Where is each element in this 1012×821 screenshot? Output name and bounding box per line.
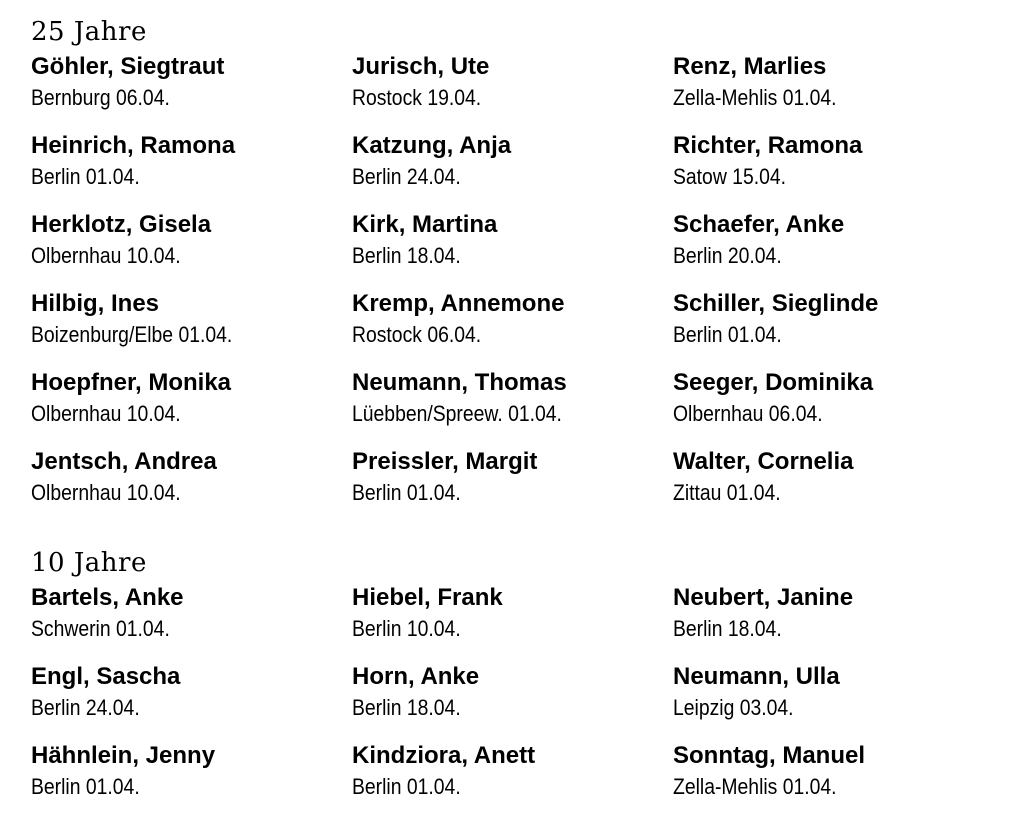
- list-item: [352, 368, 673, 447]
- person-name: Sonntag, Manuel: [673, 742, 865, 769]
- person-name: Hoepfner, Monika: [31, 369, 232, 396]
- person-name: Herklotz, Gisela: [31, 211, 212, 238]
- list-item: [673, 131, 991, 210]
- place-date: Rostock 19.04.: [352, 85, 482, 110]
- person-name: Renz, Marlies: [673, 53, 827, 80]
- place-date: Olbernhau 10.04.: [31, 480, 181, 505]
- place-date: Zella-Mehlis 01.04.: [673, 774, 837, 799]
- list-item: [31, 741, 352, 820]
- list-item: [673, 210, 991, 289]
- place-date: Olbernhau 06.04.: [673, 401, 823, 426]
- person-name: Kirk, Martina: [352, 211, 498, 238]
- list-item: [31, 662, 352, 741]
- place-date: Berlin 18.04.: [673, 616, 782, 641]
- list-item: [352, 583, 673, 662]
- list-item: [31, 131, 352, 210]
- person-name: Richter, Ramona: [673, 132, 863, 159]
- person-name: Preissler, Margit: [352, 448, 538, 475]
- list-item: [673, 662, 991, 741]
- place-date: Berlin 24.04.: [31, 695, 140, 720]
- person-name: Neubert, Janine: [673, 584, 854, 611]
- place-date: Bernburg 06.04.: [31, 85, 170, 110]
- person-name: Schaefer, Anke: [673, 211, 845, 238]
- person-name: Bartels, Anke: [31, 584, 184, 611]
- place-date: Berlin 01.04.: [31, 774, 140, 799]
- place-date: Rostock 06.04.: [352, 322, 482, 347]
- person-name: Jurisch, Ute: [352, 53, 490, 80]
- list-item: [352, 741, 673, 820]
- list-item: [352, 52, 673, 131]
- person-name: Hähnlein, Jenny: [31, 742, 216, 769]
- place-date: Berlin 01.04.: [673, 322, 782, 347]
- list-item: [673, 52, 991, 131]
- place-date: Berlin 20.04.: [673, 243, 782, 268]
- person-name: Kindziora, Anett: [352, 742, 536, 769]
- list-item: [31, 368, 352, 447]
- place-date: Berlin 24.04.: [352, 164, 461, 189]
- anniversary-list: [31, 12, 991, 820]
- place-date: Berlin 01.04.: [352, 774, 461, 799]
- place-date: Schwerin 01.04.: [31, 616, 170, 641]
- place-date: Olbernhau 10.04.: [31, 401, 181, 426]
- list-item: [352, 210, 673, 289]
- person-name: Walter, Cornelia: [673, 448, 854, 475]
- place-date: Lüebben/Spreew. 01.04.: [352, 401, 562, 426]
- list-item: [673, 368, 991, 447]
- list-item: [352, 662, 673, 741]
- place-date: Berlin 01.04.: [352, 480, 461, 505]
- place-date: Zella-Mehlis 01.04.: [673, 85, 837, 110]
- place-date: Olbernhau 10.04.: [31, 243, 181, 268]
- section-title: 10 Jahre: [31, 548, 147, 578]
- section-10-jahre: [31, 543, 991, 820]
- person-name: Hiebel, Frank: [352, 584, 503, 611]
- person-name: Seeger, Dominika: [673, 369, 874, 396]
- list-item: [31, 210, 352, 289]
- place-date: Boizenburg/Elbe 01.04.: [31, 322, 233, 347]
- list-item: [31, 52, 352, 131]
- list-item: [673, 583, 991, 662]
- place-date: Berlin 18.04.: [352, 695, 461, 720]
- list-item: [352, 289, 673, 368]
- person-name: Schiller, Sieglinde: [673, 290, 879, 317]
- person-name: Hilbig, Ines: [31, 290, 160, 317]
- person-name: Göhler, Siegtraut: [31, 53, 225, 80]
- person-name: Heinrich, Ramona: [31, 132, 236, 159]
- person-name: Jentsch, Andrea: [31, 448, 217, 475]
- section-25-jahre: [31, 12, 991, 526]
- person-name: Horn, Anke: [352, 663, 480, 690]
- list-item: [673, 289, 991, 368]
- list-item: [673, 447, 991, 526]
- list-item: [352, 131, 673, 210]
- list-item: [31, 289, 352, 368]
- place-date: Berlin 10.04.: [352, 616, 461, 641]
- place-date: Leipzig 03.04.: [673, 695, 794, 720]
- list-item: [31, 447, 352, 526]
- entry-grid: [31, 583, 991, 820]
- place-date: Satow 15.04.: [673, 164, 787, 189]
- place-date: Zittau 01.04.: [673, 480, 781, 505]
- person-name: Neumann, Ulla: [673, 663, 840, 690]
- list-item: [352, 447, 673, 526]
- list-item: [673, 741, 991, 820]
- person-name: Engl, Sascha: [31, 663, 181, 690]
- person-name: Kremp, Annemone: [352, 290, 565, 317]
- person-name: Katzung, Anja: [352, 132, 512, 159]
- place-date: Berlin 01.04.: [31, 164, 140, 189]
- section-title: 25 Jahre: [31, 17, 147, 47]
- person-name: Neumann, Thomas: [352, 369, 567, 396]
- place-date: Berlin 18.04.: [352, 243, 461, 268]
- entry-grid: [31, 52, 991, 526]
- list-item: [31, 583, 352, 662]
